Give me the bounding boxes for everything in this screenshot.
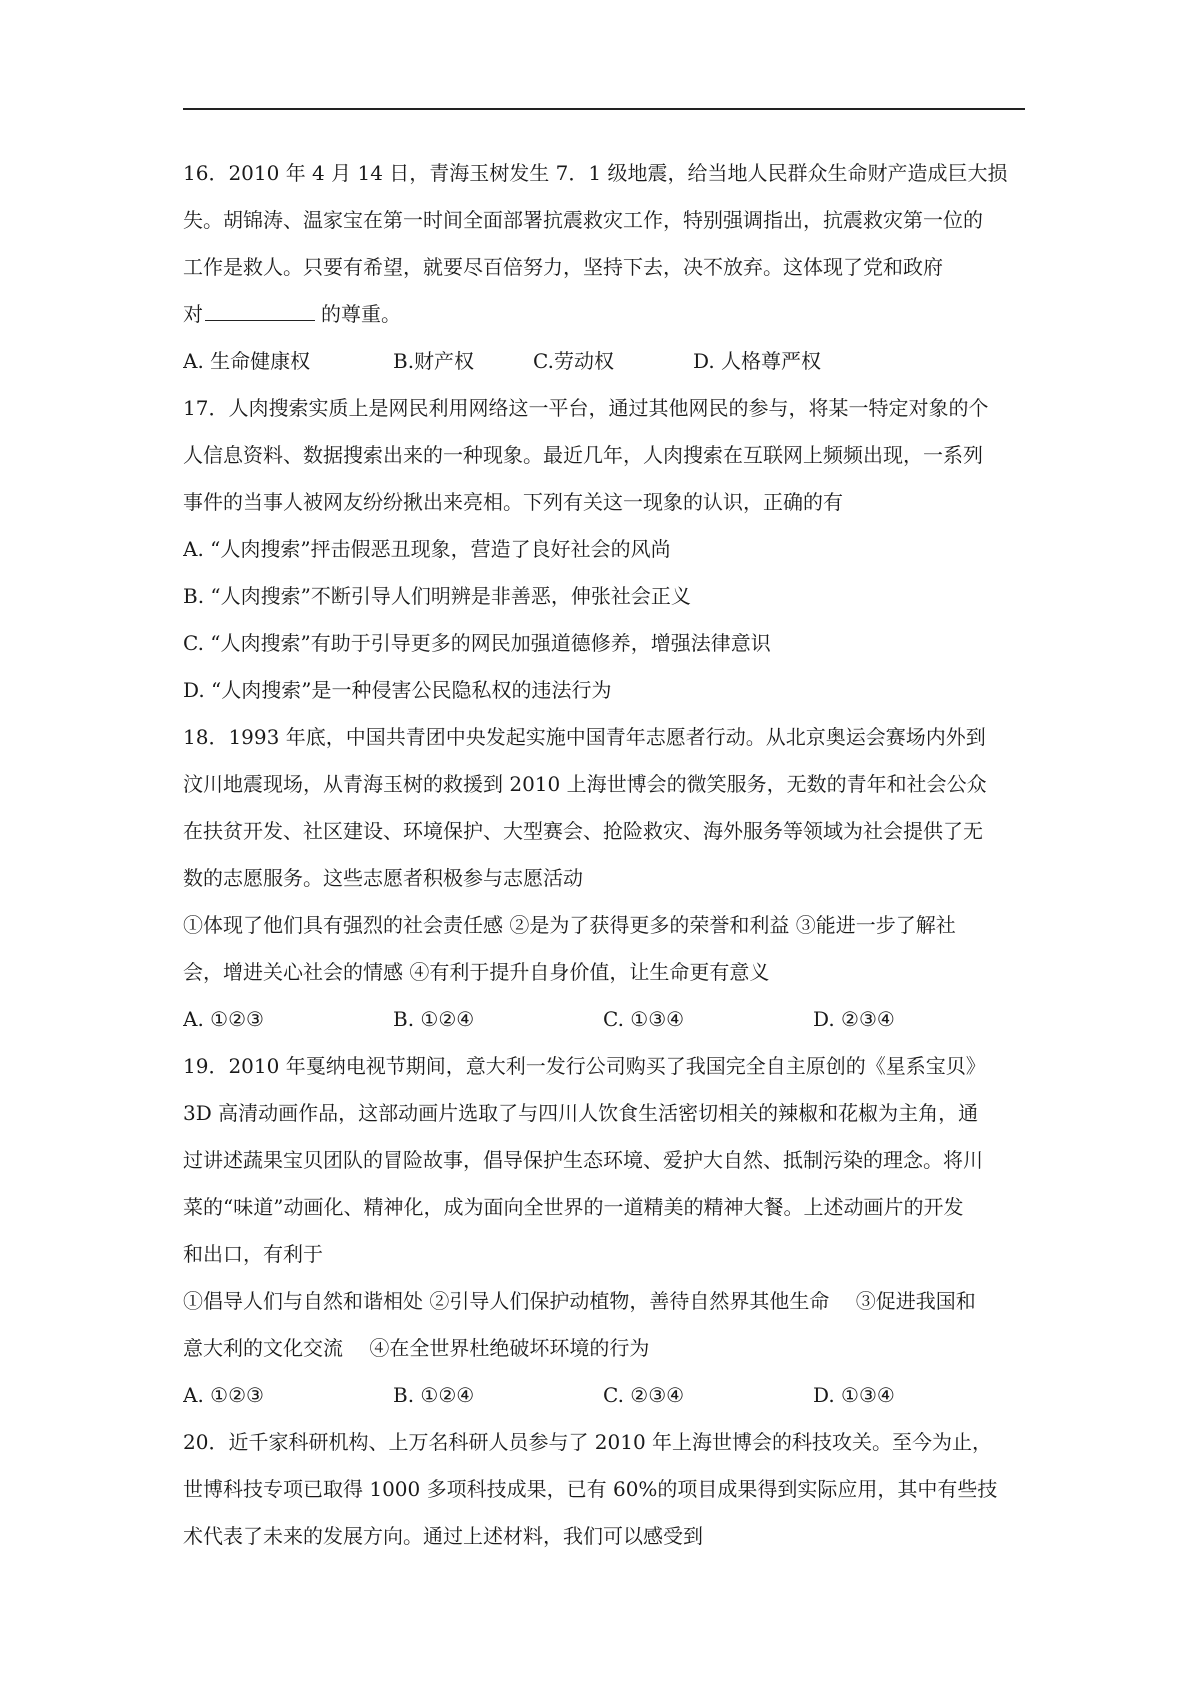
option-d: D. ②③④ — [813, 1007, 895, 1031]
question-19-options — [183, 1372, 1025, 1419]
option-d: D. ①③④ — [813, 1383, 895, 1407]
question-18-line-2: 汶川地震现场，从青海玉树的救援到 2010 上海世博会的微笑服务，无数的青年和社会公众 — [183, 772, 987, 796]
question-20-line-2: 世博科技专项已取得 1000 多项科技成果，已有 60%的项目成果得到实际应用，其中有些技 — [183, 1477, 998, 1501]
question-18-line-6: 会，增进关心社会的情感 ④有利于提升自身价值，让生命更有意义 — [183, 960, 770, 984]
option-b: B.财产权 — [393, 349, 475, 373]
option-c: C. “人肉搜索”有助于引导更多的网民加强道德修养，增强法律意识 — [183, 631, 771, 655]
question-16-blank-line — [183, 291, 1025, 338]
question-19-line-2: 3D 高清动画作品，这部动画片选取了与四川人饮食生活密切相关的辣椒和花椒为主角，通 — [183, 1101, 979, 1125]
option-c: C. ①③④ — [603, 1007, 685, 1031]
header-rule — [183, 108, 1025, 110]
option-b: B. ①②④ — [393, 1007, 475, 1031]
question-17-line-1: 17．人肉搜索实质上是网民利用网络这一平台，通过其他网民的参与，将某一特定对象的个 — [183, 396, 989, 420]
question-18 — [183, 714, 1025, 1043]
question-17-line-2: 人信息资料、数据搜索出来的一种现象。最近几年，人肉搜索在互联网上频频出现，一系列 — [183, 443, 983, 467]
question-20-line-3: 术代表了未来的发展方向。通过上述材料，我们可以感受到 — [183, 1524, 703, 1548]
question-16-options — [183, 338, 1025, 385]
option-c: C.劳动权 — [533, 349, 614, 373]
question-19-line-1: 19．2010 年戛纳电视节期间，意大利一发行公司购买了我国完全自主原创的《星系宝贝》 — [183, 1054, 986, 1078]
option-a: A. “人肉搜索”抨击假恶丑现象，营造了良好社会的风尚 — [183, 537, 671, 561]
option-a: A. ①②③ — [183, 1383, 264, 1407]
question-20 — [183, 1419, 1025, 1560]
option-a: A. ①②③ — [183, 1007, 264, 1031]
question-18-options — [183, 996, 1025, 1043]
question-18-line-3: 在扶贫开发、社区建设、环境保护、大型赛会、抢险救灾、海外服务等领域为社会提供了无 — [183, 819, 983, 843]
question-20-line-1: 20．近千家科研机构、上万名科研人员参与了 2010 年上海世博会的科技攻关。至今为止， — [183, 1430, 993, 1454]
question-19 — [183, 1043, 1025, 1419]
question-18-line-1: 18．1993 年底，中国共青团中央发起实施中国青年志愿者行动。从北京奥运会赛场内外到 — [183, 725, 986, 749]
blank-suffix: 的尊重。 — [321, 302, 401, 326]
question-19-line-5: 和出口，有利于 — [183, 1242, 323, 1266]
option-b: B. “人肉搜索”不断引导人们明辨是非善恶，伸张社会正义 — [183, 584, 691, 608]
question-17-line-3: 事件的当事人被网友纷纷揪出来亮相。下列有关这一现象的认识，正确的有 — [183, 490, 843, 514]
question-16-line-3: 工作是救人。只要有希望，就要尽百倍努力，坚持下去，决不放弃。这体现了党和政府 — [183, 255, 943, 279]
blank-prefix: 对 — [183, 302, 203, 326]
question-19-line-6: ①倡导人们与自然和谐相处 ②引导人们保护动植物，善待自然界其他生命 ③促进我国和 — [183, 1289, 976, 1313]
question-16 — [183, 150, 1025, 385]
question-17 — [183, 385, 1025, 714]
question-19-line-4: 菜的“味道”动画化、精神化，成为面向全世界的一道精美的精神大餐。上述动画片的开发 — [183, 1195, 964, 1219]
option-d: D. “人肉搜索”是一种侵害公民隐私权的违法行为 — [183, 678, 612, 702]
option-b: B. ①②④ — [393, 1383, 475, 1407]
answer-blank — [205, 298, 315, 321]
question-18-line-4: 数的志愿服务。这些志愿者积极参与志愿活动 — [183, 866, 583, 890]
option-a: A. 生命健康权 — [183, 349, 311, 373]
page-content — [183, 150, 1025, 1560]
option-c: C. ②③④ — [603, 1383, 685, 1407]
question-16-line-1: 16．2010 年 4 月 14 日，青海玉树发生 7．1 级地震，给当地人民群众生命财产造成巨大损 — [183, 161, 1008, 185]
question-16-line-2: 失。胡锦涛、温家宝在第一时间全面部署抗震救灾工作，特别强调指出，抗震救灾第一位的 — [183, 208, 983, 232]
question-19-line-3: 过讲述蔬果宝贝团队的冒险故事，倡导保护生态环境、爱护大自然、抵制污染的理念。将川 — [183, 1148, 983, 1172]
question-18-line-5: ①体现了他们具有强烈的社会责任感 ②是为了获得更多的荣誉和利益 ③能进一步了解社 — [183, 913, 956, 937]
option-d: D. 人格尊严权 — [693, 349, 822, 373]
question-19-line-7: 意大利的文化交流 ④在全世界杜绝破坏环境的行为 — [183, 1336, 650, 1360]
